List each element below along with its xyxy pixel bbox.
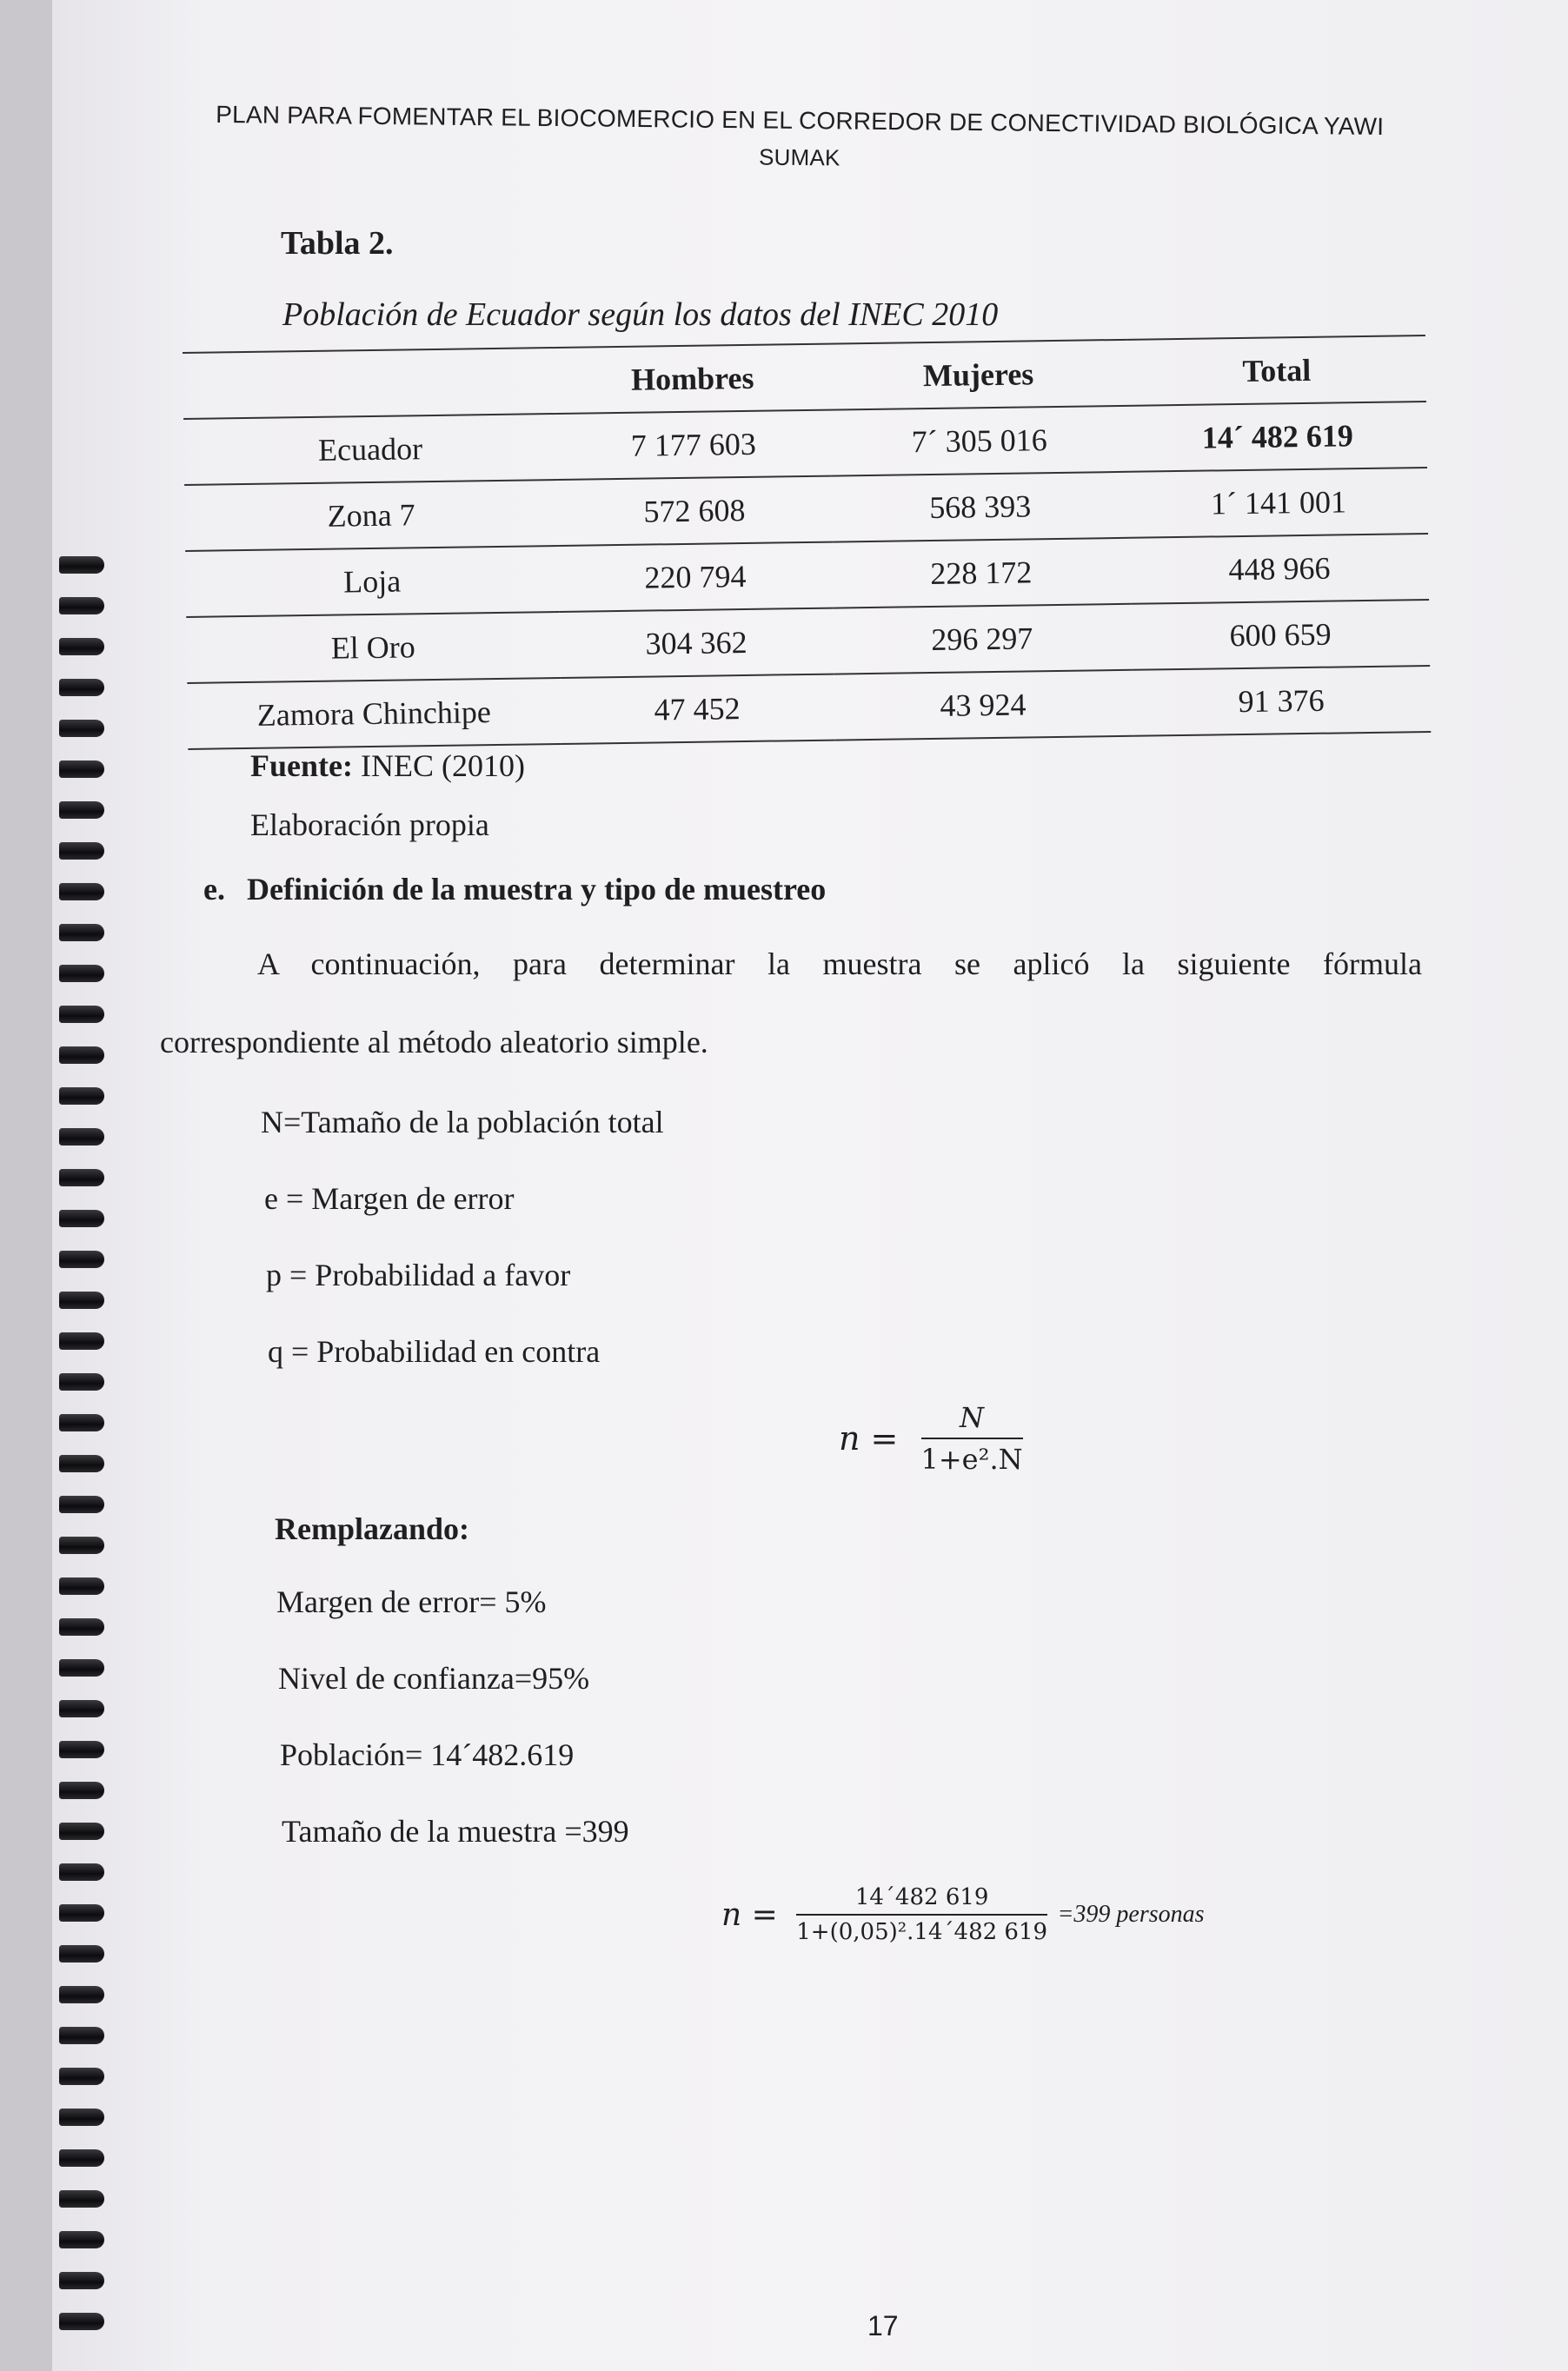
- table-cell: 1´ 141 001: [1129, 468, 1428, 538]
- binding-ring: [59, 1006, 104, 1023]
- formula-numerator: N: [921, 1401, 1023, 1439]
- running-header: [191, 96, 1409, 183]
- definition-item: N=Tamaño de la población total: [261, 1105, 664, 1139]
- table-header-cell: Hombres: [555, 344, 830, 414]
- table-cell: 448 966: [1130, 534, 1429, 604]
- source-value: INEC (2010): [360, 748, 525, 783]
- definition-item: q = Probabilidad en contra: [268, 1334, 601, 1369]
- table-elaboration: Elaboración propia: [250, 807, 489, 842]
- binding-ring: [59, 801, 104, 819]
- source-label: Fuente:: [250, 748, 353, 783]
- binding-ring: [59, 2068, 104, 2085]
- table-cell: 47 452: [560, 674, 834, 744]
- page-number: 17: [867, 2310, 899, 2341]
- table-label: Tabla 2.: [281, 225, 394, 262]
- table-cell: Zona 7: [184, 480, 558, 551]
- binding-ring: [59, 1455, 104, 1472]
- calc-numerator: 14´482 619: [796, 1884, 1047, 1916]
- definition-item: p = Probabilidad a favor: [266, 1258, 571, 1292]
- calc-denominator: 1+(0,05)².14´482 619: [796, 1919, 1048, 1945]
- binding-ring: [59, 1945, 104, 1963]
- replacing-item: Margen de error= 5%: [276, 1584, 547, 1619]
- binding-ring: [59, 1904, 104, 1922]
- binding-ring: [59, 1128, 104, 1146]
- binding-ring: [59, 1332, 104, 1350]
- binding-ring: [59, 1496, 104, 1513]
- document-page: [52, 0, 1568, 2371]
- binding-ring: [59, 2231, 104, 2248]
- section-title: Definición de la muestra y tipo de muestreo: [246, 872, 827, 907]
- sample-size-calculation: [721, 1884, 1205, 1945]
- formula-denominator: 1+e².N: [920, 1443, 1023, 1476]
- paragraph-line-1: A continuación, para determinar la muestra se aplicó la siguiente fórmula: [257, 946, 1422, 981]
- replacing-item: Nivel de confianza=95%: [278, 1661, 590, 1696]
- table-cell: Loja: [185, 546, 559, 617]
- sample-size-formula: [839, 1401, 1023, 1476]
- binding-ring: [59, 1046, 104, 1064]
- binding-ring: [59, 2027, 104, 2044]
- calc-fraction: [796, 1884, 1047, 1945]
- binding-ring: [59, 720, 104, 737]
- binding-ring: [59, 1823, 104, 1840]
- formula-lhs: n =: [839, 1419, 899, 1458]
- calc-lhs: n =: [721, 1896, 778, 1933]
- table-header-cell: Total: [1127, 335, 1426, 406]
- binding-ring: [59, 1414, 104, 1431]
- replacing-heading: Remplazando:: [275, 1511, 469, 1546]
- binding-ring: [59, 2313, 104, 2330]
- header-line-1: PLAN PARA FOMENTAR EL BIOCOMERCIO EN EL CORREDOR DE CONECTIVIDAD BIOLÓGICA YAWI: [216, 100, 1385, 141]
- binding-ring: [59, 1986, 104, 2003]
- binding-ring: [59, 1537, 104, 1554]
- binding-ring: [59, 2272, 104, 2289]
- table-header-cell: [183, 348, 556, 419]
- binding-ring: [59, 1863, 104, 1881]
- binding-ring: [59, 1292, 104, 1309]
- binding-ring: [59, 1210, 104, 1227]
- binding-ring: [59, 760, 104, 778]
- table-header-cell: Mujeres: [829, 340, 1128, 410]
- table-cell: 7´ 305 016: [830, 406, 1129, 476]
- population-table: [183, 335, 1431, 750]
- binding-ring: [59, 1169, 104, 1186]
- binding-ring: [59, 1782, 104, 1799]
- binding-ring: [59, 924, 104, 941]
- table-cell: 568 393: [831, 472, 1130, 542]
- binding-ring: [59, 1618, 104, 1636]
- table-cell: 43 924: [834, 670, 1133, 741]
- table-cell: Zamora Chinchipe: [187, 678, 561, 749]
- section-heading: [203, 871, 826, 907]
- table-cell: El Oro: [186, 612, 560, 683]
- binding-ring: [59, 2190, 104, 2208]
- table-cell: 304 362: [559, 608, 834, 678]
- binding-ring: [59, 2109, 104, 2126]
- table-cell: 600 659: [1131, 600, 1430, 670]
- table-title: Población de Ecuador según los datos del INEC 2010: [282, 296, 999, 333]
- table-cell: 14´ 482 619: [1128, 402, 1427, 472]
- replacing-item: Tamaño de la muestra =399: [282, 1814, 629, 1849]
- table-cell: 296 297: [833, 604, 1132, 674]
- table-cell: 228 172: [832, 538, 1131, 608]
- replacing-item: Población= 14´482.619: [280, 1737, 575, 1772]
- binding-ring: [59, 2149, 104, 2167]
- binding-ring: [59, 1087, 104, 1105]
- binding-ring: [59, 1251, 104, 1268]
- section-letter: e.: [203, 872, 225, 907]
- binding-ring: [59, 965, 104, 982]
- spiral-binding: [52, 556, 113, 2371]
- table-cell: 91 376: [1132, 666, 1431, 736]
- binding-ring: [59, 597, 104, 614]
- table-cell: 572 608: [557, 476, 832, 546]
- binding-ring: [59, 1659, 104, 1677]
- table-source: [250, 747, 525, 784]
- binding-ring: [59, 1741, 104, 1758]
- binding-ring: [59, 638, 104, 655]
- binding-ring: [59, 556, 104, 574]
- binding-ring: [59, 1700, 104, 1717]
- binding-ring: [59, 1373, 104, 1391]
- table-cell: 7 177 603: [556, 410, 831, 480]
- binding-ring: [59, 842, 104, 860]
- binding-ring: [59, 883, 104, 900]
- formula-fraction: [921, 1401, 1023, 1476]
- table-cell: Ecuador: [183, 414, 557, 485]
- binding-ring: [59, 1577, 104, 1595]
- binding-ring: [59, 679, 104, 696]
- calc-result: =399 personas: [1057, 1901, 1205, 1928]
- header-line-2: SUMAK: [758, 143, 840, 171]
- table-cell: 220 794: [558, 542, 833, 612]
- definition-item: e = Margen de error: [264, 1181, 515, 1216]
- paragraph-line-2: correspondiente al método aleatorio simple.: [160, 1025, 708, 1059]
